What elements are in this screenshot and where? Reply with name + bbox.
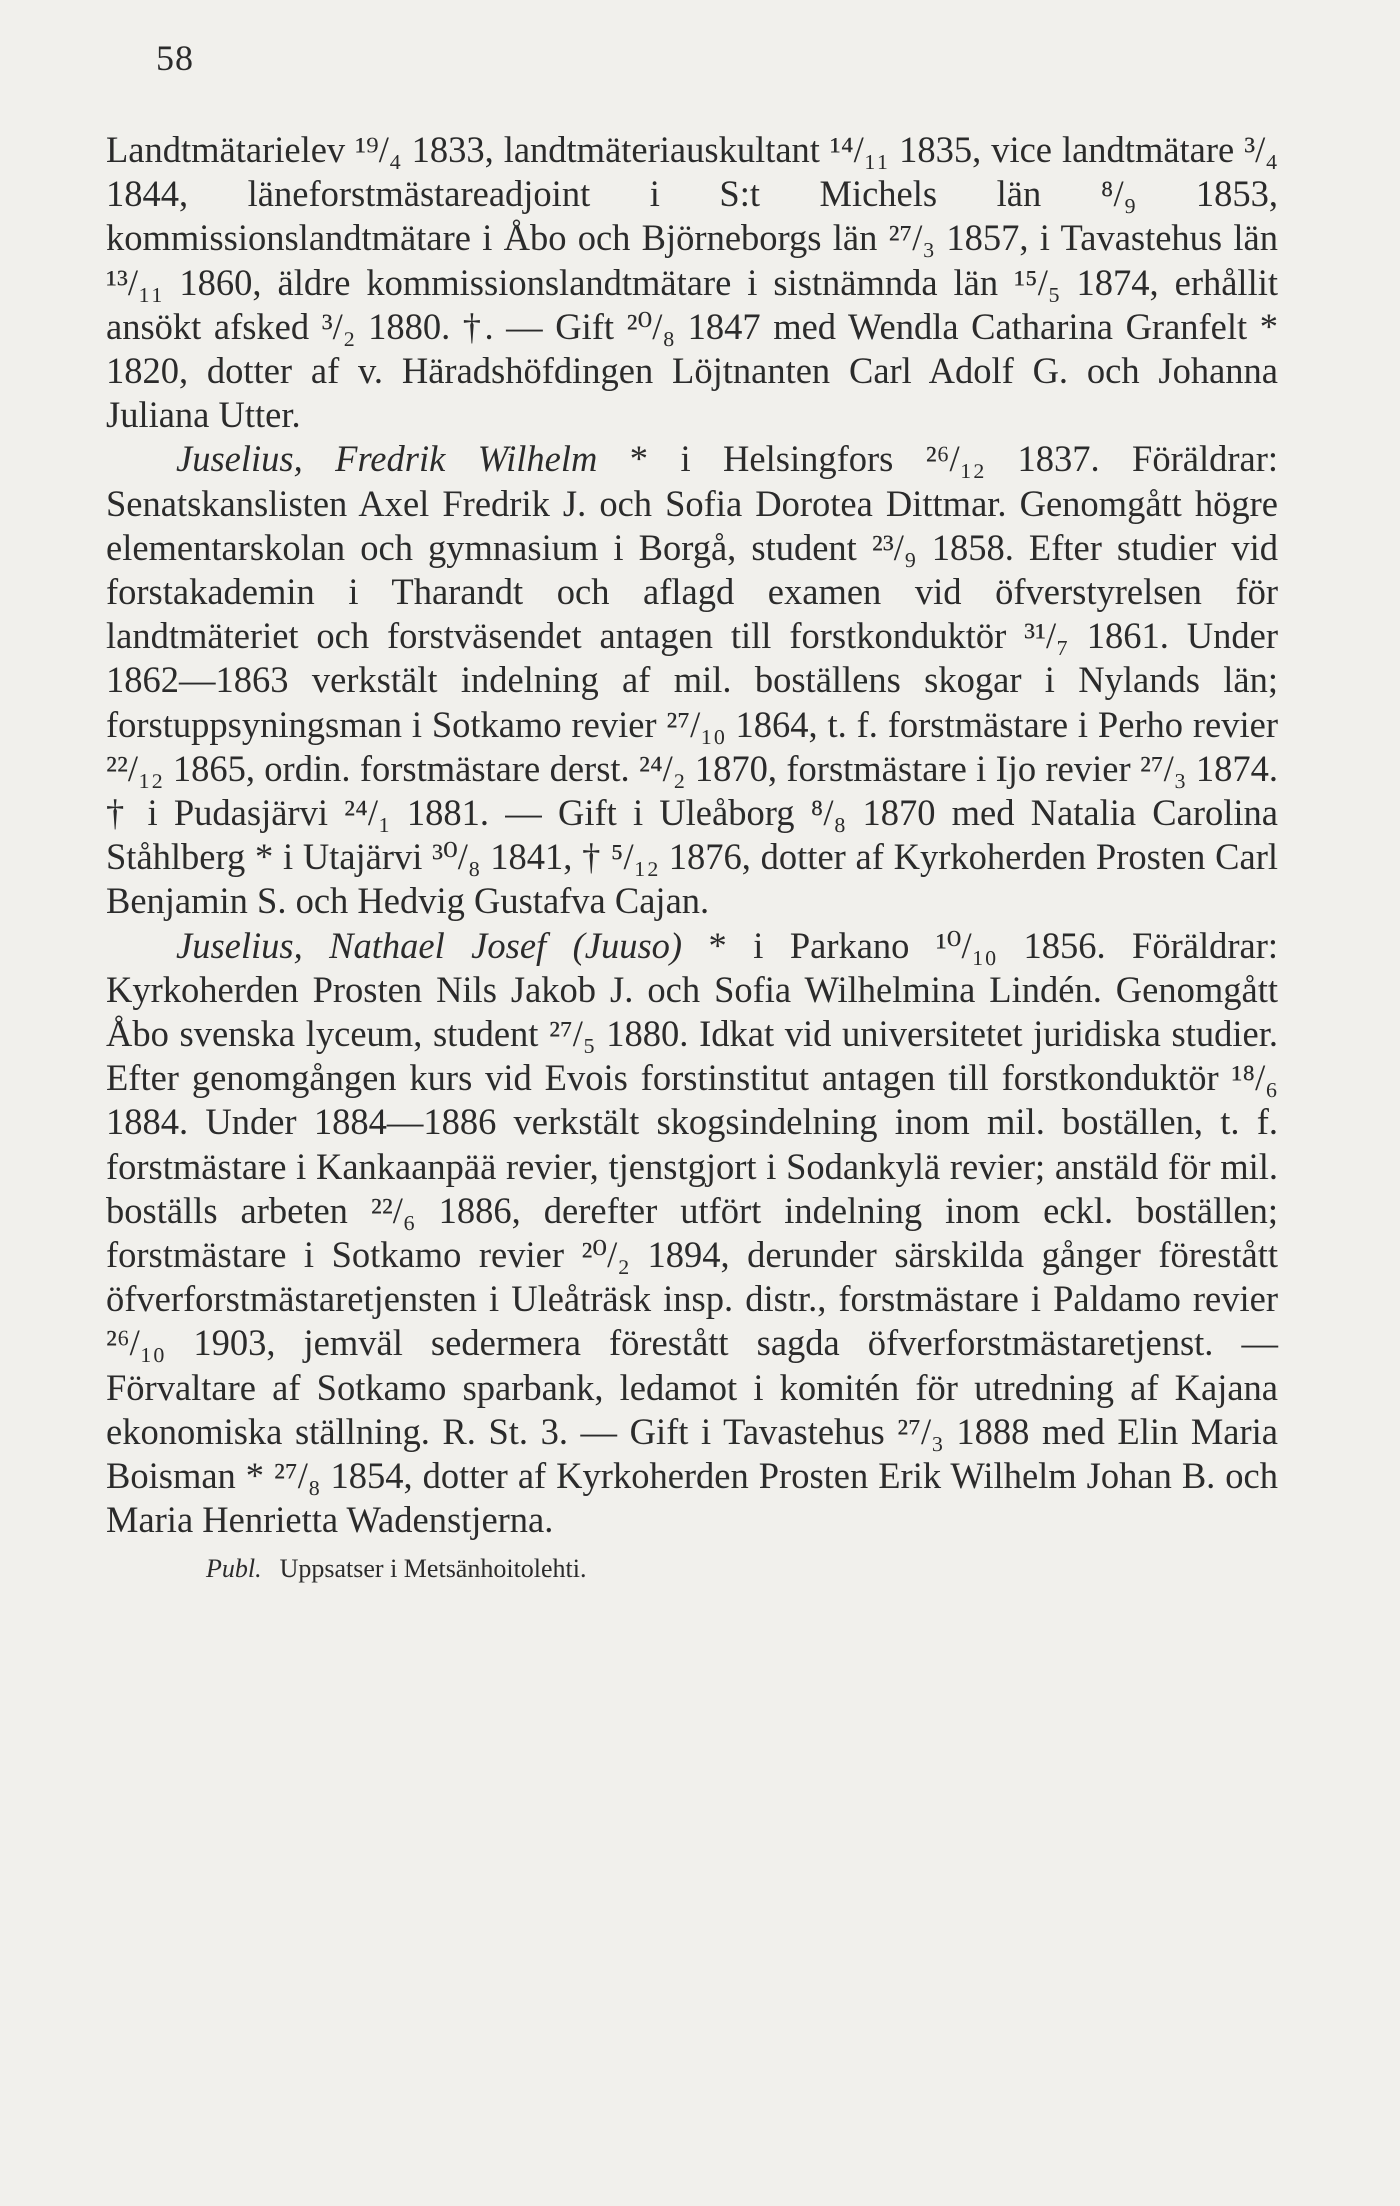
page-number: 58 <box>156 38 194 78</box>
entry-name: Juselius, Fredrik Wilhelm <box>176 438 598 480</box>
entry-continuation <box>106 128 1278 437</box>
entry-text: * i Parkano ¹⁰/₁₀ 1856. Föräldrar: Kyrkoherden Prosten Nils Jakob J. och Sofia Wilhelmina Lindén. Genomgått Åbo svenska lyceum, student ²⁷/₅ 1880. Idkat vid universitetet juridiska studier. Efter genomgången kurs vid Evois forstinstitut antagen till forstkonduktör ¹⁸/₆ 1884. Under 1884—1886 verkstält skogsindelning inom mil. boställen, t. f. forstmästare i Kankaanpää revier, tjenstgjort i Sodankylä revier; anstäld för mil. boställs arbeten ²²/₆ 1886, derefter utfört indelning inom eckl. boställen; forstmästare i Sotkamo revier ²⁰/₂ 1894, derunder särskilda gånger förestått öfverforstmästaretjensten i Uleåträsk insp. distr., forstmästare i Paldamo revier ²⁶/₁₀ 1903, jemväl sedermera förestått sagda öfverforstmästaretjenst. — Förvaltare af Sotkamo sparbank, ledamot i komitén för utredning af Kajana ekonomiska ställning. R. St. 3. — Gift i Tavastehus ²⁷/₃ 1888 med Elin Maria Boisman * ²⁷/₈ 1854, dotter af Kyrkoherden Prosten Erik Wilhelm Johan B. och Maria Henrietta Wadenstjerna. <box>106 924 1278 1541</box>
biography-text <box>106 128 1278 1543</box>
entry-juselius-nathael <box>106 924 1278 1543</box>
entry-name: Juselius, Nathael Josef (Juuso) <box>176 924 683 966</box>
entry-text: * i Helsingfors ²⁶/₁₂ 1837. Föräldrar: Senatskanslisten Axel Fredrik J. och Sofia Dorotea Dittmar. Genomgått högre elementarskolan och gymnasium i Borgå, student ²³/₉ 1858. Efter studier vid forstakademin i Tharandt och aflagd examen vid öfverstyrelsen för landtmäteriet och forstväsendet antagen till forstkonduktör ³¹/₇ 1861. Under 1862—1863 verkstält indelning af mil. boställens skogar i Nylands län; forstuppsyningsman i Sotkamo revier ²⁷/₁₀ 1864, t. f. forstmästare i Perho revier ²²/₁₂ 1865, ordin. forstmästare derst. ²⁴/₂ 1870, forstmästare i Ijo revier ²⁷/₃ 1874. † i Pudasjärvi ²⁴/₁ 1881. — Gift i Uleåborg ⁸/₈ 1870 med Natalia Carolina Ståhlberg * i Utajärvi ³⁰/₈ 1841, † ⁵/₁₂ 1876, dotter af Kyrkoherden Prosten Carl Benjamin S. och Hedvig Gustafva Cajan. <box>106 438 1279 922</box>
entry-juselius-fredrik <box>106 437 1278 923</box>
publications-note <box>206 1549 1278 1589</box>
publications-text: Uppsatser i Metsänhoitolehti. <box>279 1553 587 1583</box>
entry-text: Landtmätarielev ¹⁹/₄ 1833, landtmäteriauskultant ¹⁴/₁₁ 1835, vice landtmätare ³/₄ 1844, läneforstmästareadjoint i S:t Michels län ⁸/₉ 1853, kommissionslandtmätare i Åbo och Björneborgs län ²⁷/₃ 1857, i Tavastehus län ¹³/₁₁ 1860, äldre kommissionslandtmätare i sistnämnda län ¹⁵/₅ 1874, erhållit ansökt afsked ³/₂ 1880. †. — Gift ²⁰/₈ 1847 med Wendla Catharina Granfelt * 1820, dotter af v. Häradshöfdingen Löjtnanten Carl Adolf G. och Johanna Juliana Utter. <box>106 129 1278 436</box>
publications-label: Publ. <box>206 1553 262 1583</box>
